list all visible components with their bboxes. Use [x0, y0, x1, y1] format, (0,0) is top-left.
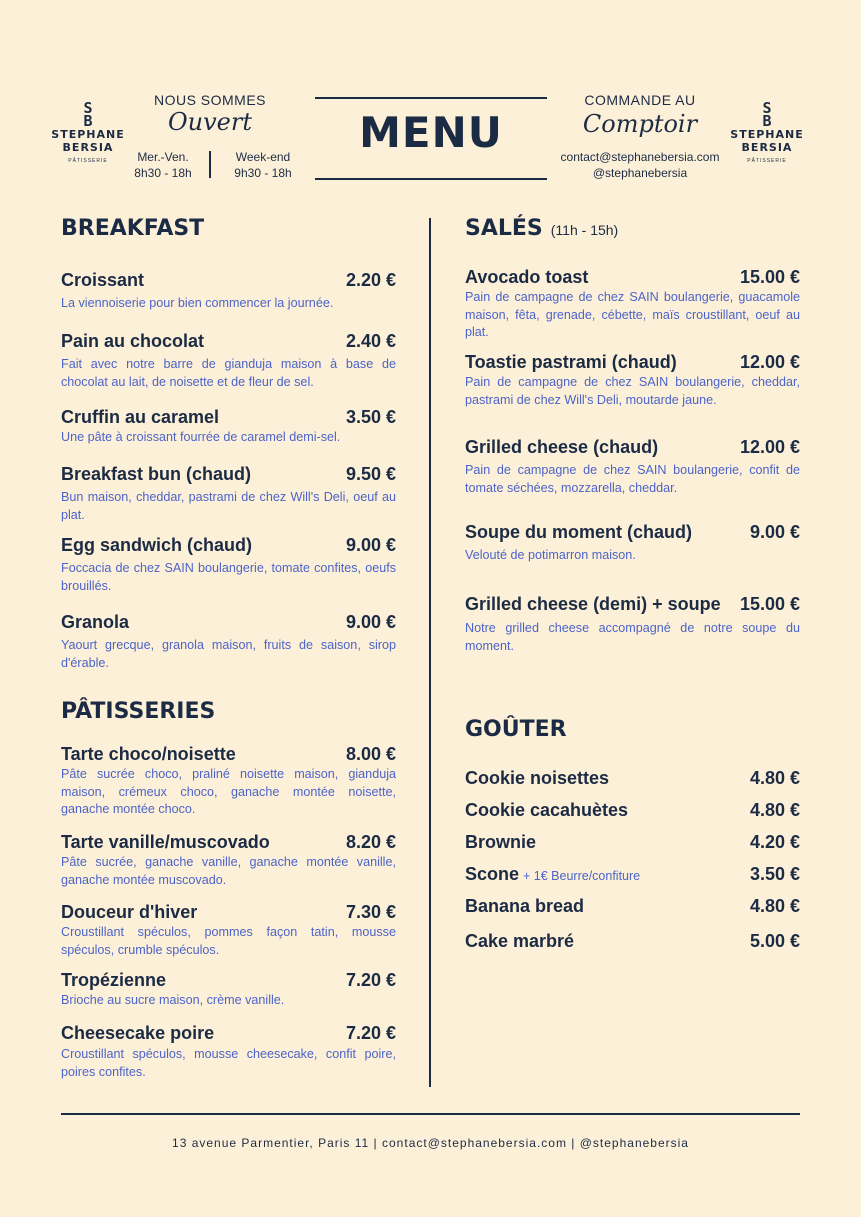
- menu-item: [61, 1022, 396, 1081]
- hours-time: 9h30 - 18h: [234, 166, 292, 180]
- item-price: 4.80 €: [749, 768, 800, 788]
- item-name: Grilled cheese (demi) + soupe: [465, 594, 721, 614]
- item-price: 8.20 €: [345, 832, 396, 852]
- title-rule-top: [315, 97, 547, 99]
- item-price: 8.00 €: [345, 744, 396, 764]
- item-desc: Une pâte à croissant fourrée de caramel demi-sel.: [61, 430, 341, 444]
- hours-time: 8h30 - 18h: [134, 166, 192, 180]
- contact-handle[interactable]: @stephanebersia: [592, 166, 688, 180]
- item-name: Scone: [465, 864, 520, 884]
- menu-item: [465, 831, 800, 853]
- footer-rule: [61, 1113, 800, 1115]
- section-title-breakfast: BREAKFAST: [61, 216, 205, 241]
- logo-right: [727, 99, 807, 164]
- item-name: Douceur d'hiver: [61, 902, 198, 922]
- order-label: COMMANDE AU: [584, 92, 696, 108]
- menu-item: [61, 330, 396, 391]
- title-rule-bottom: [315, 178, 547, 180]
- item-name: Toastie pastrami (chaud): [465, 352, 677, 372]
- menu-item: [465, 593, 800, 655]
- item-name: Breakfast bun (chaud): [61, 464, 252, 484]
- item-name: Tarte choco/noisette: [61, 744, 236, 764]
- item-name: Cookie cacahuètes: [465, 800, 629, 820]
- item-price: 3.50 €: [345, 407, 396, 427]
- item-price: 9.00 €: [345, 535, 396, 555]
- column-divider: [429, 218, 431, 1087]
- item-desc: La viennoiserie pour bien commencer la journée.: [61, 296, 334, 310]
- logo-mark-icon: S B: [83, 99, 93, 130]
- item-price: 5.00 €: [749, 931, 800, 951]
- menu-item: [465, 895, 800, 917]
- menu-item: [61, 463, 396, 524]
- section-title-patisseries: PÂTISSERIES: [61, 699, 216, 724]
- menu-item: [465, 436, 800, 497]
- item-name: Croissant: [61, 270, 145, 290]
- contact-email[interactable]: contact@stephanebersia.com: [560, 150, 720, 164]
- item-desc: Pain de campagne de chez SAIN boulangerie, guacamole maison, fêta, grenade, cébette, maïs croustillant, oeuf au plat.: [465, 290, 800, 339]
- item-price: 12.00 €: [739, 352, 800, 372]
- logo-sub: PÂTISSERIE: [68, 158, 108, 164]
- item-desc: Brioche au sucre maison, crème vanille.: [61, 993, 285, 1007]
- item-price: 9.50 €: [345, 464, 396, 484]
- item-price: 4.20 €: [749, 832, 800, 852]
- item-name: Egg sandwich (chaud): [61, 535, 253, 555]
- hours-weekend: [226, 149, 300, 181]
- open-label: NOUS SOMMES: [153, 92, 267, 108]
- item-price: 15.00 €: [739, 267, 800, 287]
- open-script: Ouvert: [167, 108, 252, 136]
- item-price: 7.20 €: [345, 1023, 396, 1043]
- item-name: Soupe du moment (chaud): [465, 522, 692, 542]
- menu-item: [465, 930, 800, 952]
- item-name: Avocado toast: [465, 267, 589, 287]
- item-desc: Notre grilled cheese accompagné de notre soupe du moment.: [465, 621, 800, 653]
- menu-item: [61, 611, 396, 672]
- item-price: 7.20 €: [345, 970, 396, 990]
- menu-item: [61, 831, 396, 889]
- logo-name: STEPHANE: [730, 128, 804, 141]
- menu-title: MENU: [359, 108, 503, 157]
- item-name: Pain au chocolat: [61, 331, 205, 351]
- menu-item: [465, 521, 800, 565]
- footer-text: 13 avenue Parmentier, Paris 11 | contact@stephanebersia.com | @stephanebersia: [172, 1136, 689, 1150]
- menu-item: [465, 799, 800, 821]
- item-price: 2.20 €: [345, 270, 396, 290]
- order-script: Comptoir: [582, 110, 698, 138]
- item-price: 9.00 €: [749, 522, 800, 542]
- contact-block: [550, 149, 730, 181]
- item-price: 9.00 €: [345, 612, 396, 632]
- menu-item: [465, 351, 800, 409]
- section-hours-note: (11h - 15h): [550, 222, 619, 238]
- hours-divider: [209, 151, 211, 178]
- item-name: Cake marbré: [465, 931, 575, 951]
- item-desc: Velouté de potimarron maison.: [465, 548, 636, 562]
- item-price: 15.00 €: [739, 594, 800, 614]
- item-name: Banana bread: [465, 896, 585, 916]
- logo-sub: PÂTISSERIE: [747, 158, 787, 164]
- item-name: Tarte vanille/muscovado: [61, 832, 270, 852]
- menu-item: [61, 534, 396, 595]
- item-price: 12.00 €: [739, 437, 800, 457]
- logo-mark-icon: S B: [762, 99, 772, 130]
- item-name: Tropézienne: [61, 970, 167, 990]
- section-title-sales: [465, 216, 618, 241]
- item-name: Cheesecake poire: [61, 1023, 215, 1043]
- logo-name: BERSIA: [62, 141, 114, 154]
- item-desc: Pâte sucrée, ganache vanille, ganache montée vanille, ganache montée muscovado.: [61, 855, 396, 887]
- item-desc: Fait avec notre barre de gianduja maison à base de chocolat au lait, de noisette et de fleur de sel.: [61, 357, 396, 389]
- item-name: Cruffin au caramel: [61, 407, 220, 427]
- menu-item: [61, 743, 396, 819]
- item-name: Brownie: [465, 832, 537, 852]
- item-price: 3.50 €: [749, 864, 800, 884]
- item-desc: Bun maison, cheddar, pastrami de chez Will's Deli, oeuf au plat.: [61, 490, 396, 522]
- menu-item: [465, 266, 800, 342]
- item-extra: + 1€ Beurre/confiture: [523, 869, 641, 883]
- logo-name: BERSIA: [741, 141, 793, 154]
- hours-weekday: [128, 149, 198, 181]
- item-desc: Pâte sucrée choco, praliné noisette maison, gianduja maison, crémeux choco, ganache montée noisette, ganache montée choco.: [61, 767, 396, 816]
- menu-item: [465, 767, 800, 789]
- section-title-text: SALÉS: [465, 216, 543, 241]
- item-desc: Foccacia de chez SAIN boulangerie, tomate confites, oeufs brouillés.: [61, 561, 396, 593]
- item-desc: Croustillant spéculos, pommes façon tatin, mousse spéculos, crumble spéculos.: [61, 925, 396, 957]
- item-price: 4.80 €: [749, 800, 800, 820]
- item-desc: Croustillant spéculos, mousse cheesecake, confit poire, poires confites.: [61, 1047, 396, 1079]
- menu-item: [61, 969, 396, 1010]
- section-title-gouter: GOÛTER: [465, 717, 567, 742]
- item-price: 4.80 €: [749, 896, 800, 916]
- item-name: Cookie noisettes: [465, 768, 610, 788]
- menu-item: [61, 901, 396, 959]
- item-name: Grilled cheese (chaud): [465, 437, 659, 457]
- logo-name: STEPHANE: [51, 128, 125, 141]
- hours-days: Mer.-Ven.: [137, 150, 189, 164]
- logo-left: [48, 99, 128, 164]
- item-desc: Yaourt grecque, granola maison, fruits de saison, sirop d'érable.: [61, 638, 396, 670]
- menu-item: [61, 269, 396, 313]
- menu-item: [61, 406, 396, 447]
- item-price: 7.30 €: [345, 902, 396, 922]
- hours-days: Week-end: [235, 150, 291, 164]
- item-name: Granola: [61, 612, 130, 632]
- item-desc: Pain de campagne de chez SAIN boulangerie, confit de tomate séchées, mozzarella, cheddar.: [465, 463, 800, 495]
- item-price: 2.40 €: [345, 331, 396, 351]
- menu-item: [465, 863, 800, 887]
- item-desc: Pain de campagne de chez SAIN boulangerie, cheddar, pastrami de chez Will's Deli, moutarde jaune.: [465, 375, 800, 407]
